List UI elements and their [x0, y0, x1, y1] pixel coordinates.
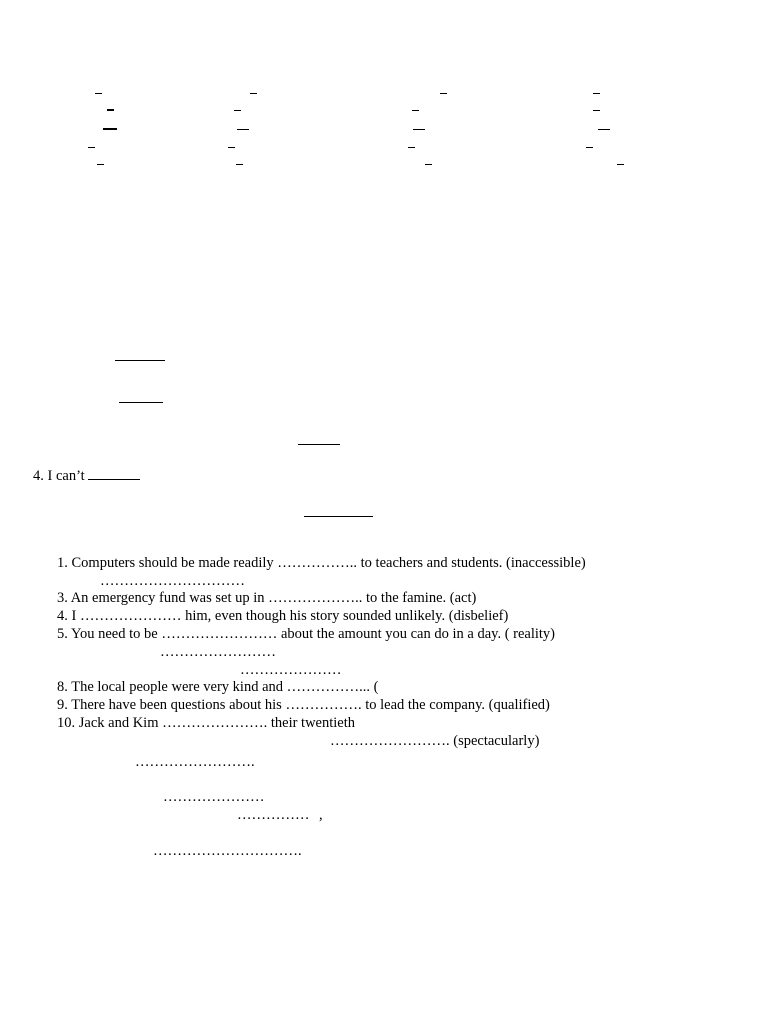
- dash-mark: [412, 110, 419, 111]
- dash-mark: [617, 164, 624, 165]
- dash-mark: [107, 109, 114, 111]
- answer-blank-line: [298, 444, 340, 445]
- answer-blank-line: [115, 360, 165, 361]
- dash-mark: [234, 110, 241, 111]
- dash-mark: [408, 147, 415, 148]
- answer-blank-line: [88, 465, 140, 480]
- exercise-item: 8. The local people were very kind and ……………... (: [57, 679, 379, 695]
- dash-mark: [97, 164, 104, 165]
- exercise-item: 9. There have been questions about his ……………. to lead the company. (qualified): [57, 697, 550, 713]
- dash-mark: [88, 147, 95, 148]
- dash-mark: [103, 128, 117, 130]
- dash-mark: [593, 93, 600, 94]
- dash-mark: [237, 129, 249, 130]
- dotted-fragment: …………………: [163, 789, 265, 805]
- exercise-item: 1. Computers should be made readily …………….. to teachers and students. (inaccessible): [57, 555, 586, 571]
- dash-mark: [586, 147, 593, 148]
- dash-mark: [413, 129, 425, 130]
- dash-mark: [228, 147, 235, 148]
- exercise-item: 3. An emergency fund was set up in ……………….. to the famine. (act): [57, 590, 477, 606]
- dash-mark: [95, 93, 102, 94]
- answer-blank-line: [304, 516, 373, 517]
- question-4-text: 4. I can’t: [33, 468, 85, 484]
- dash-mark: [250, 93, 257, 94]
- exercise-item: ……………………: [160, 644, 276, 660]
- exercise-item: …………………: [240, 662, 342, 678]
- exercise-item: …………………………: [100, 573, 245, 589]
- exercise-item: 10. Jack and Kim …………………. their twentieth: [57, 715, 356, 731]
- dash-mark: [440, 93, 447, 94]
- answer-blank-line: [119, 402, 163, 403]
- exercise-item: …………………….: [135, 754, 255, 770]
- dash-mark: [598, 129, 610, 130]
- dash-mark: [425, 164, 432, 165]
- dotted-fragment: ……………: [237, 807, 310, 823]
- question-4: [33, 465, 140, 485]
- exercise-item: 5. You need to be …………………… about the amount you can do in a day. ( reality): [57, 626, 556, 642]
- exercise-item: ……………………. (spectacularly): [330, 733, 540, 749]
- dash-mark: [236, 164, 243, 165]
- dotted-fragment: ………………………….: [153, 843, 302, 859]
- exercise-item: 4. I ………………… him, even though his story sounded unlikely. (disbelief): [57, 608, 509, 624]
- dash-mark: [593, 110, 600, 111]
- comma-fragment: ,: [319, 807, 323, 823]
